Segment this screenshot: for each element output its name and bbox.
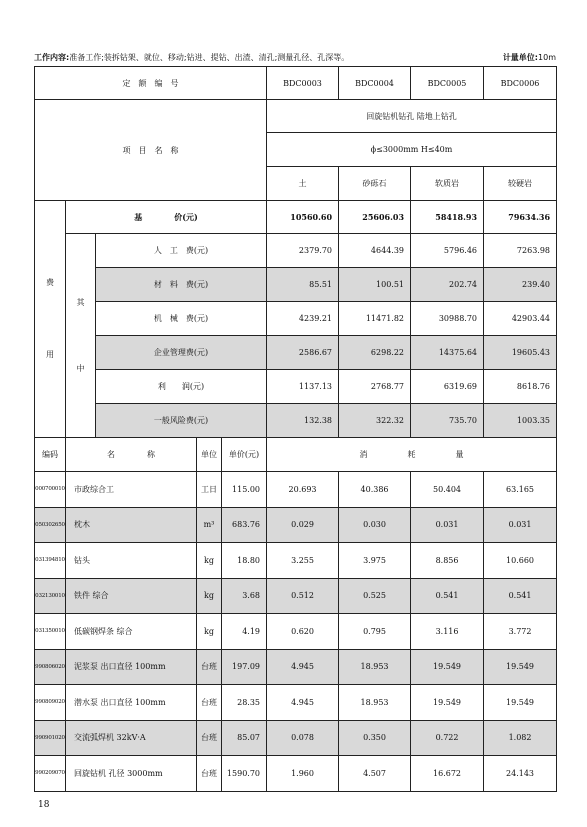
resource-consumption: 63.165 xyxy=(484,472,557,508)
resource-name: 市政综合工 xyxy=(66,472,197,508)
cost-label: 材 料 费(元) xyxy=(96,268,267,302)
cost-value: 8618.76 xyxy=(484,370,557,404)
cost-value: 4239.21 xyxy=(267,302,339,336)
soil-type: 软质岩 xyxy=(411,167,484,201)
resource-consumption: 0.722 xyxy=(411,720,484,756)
resource-name-header: 名 称 xyxy=(66,438,197,472)
resource-unit: kg xyxy=(197,543,222,579)
cost-label: 企业管理费(元) xyxy=(96,336,267,370)
base-price-row xyxy=(35,201,557,234)
resource-name: 铁件 综合 xyxy=(66,578,197,614)
cost-row xyxy=(35,268,557,302)
resource-unit: 台班 xyxy=(197,685,222,721)
resource-price: 115.00 xyxy=(222,472,267,508)
resource-name: 枕木 xyxy=(66,507,197,543)
fee-label-bottom: 用 xyxy=(46,350,54,359)
resource-unit: 台班 xyxy=(197,756,222,792)
cost-value: 322.32 xyxy=(339,404,411,438)
resource-consumption: 0.541 xyxy=(411,578,484,614)
resource-row xyxy=(35,720,557,756)
resource-unit: m³ xyxy=(197,507,222,543)
resource-unit: kg xyxy=(197,578,222,614)
work-content-text: 准备工作;装拆钻架、就位、移动;钻进、提钻、出渣、清孔;测量孔径、孔深等。 xyxy=(69,53,350,62)
resource-code-header: 编码 xyxy=(35,438,66,472)
measure-unit-value: 10m xyxy=(538,53,556,62)
resource-consumption: 0.512 xyxy=(267,578,339,614)
resource-price: 1590.70 xyxy=(222,756,267,792)
cost-label: 机 械 费(元) xyxy=(96,302,267,336)
cost-row xyxy=(35,302,557,336)
resource-price: 3.68 xyxy=(222,578,267,614)
resource-row xyxy=(35,507,557,543)
resource-row xyxy=(35,649,557,685)
work-content xyxy=(34,52,349,63)
base-price-label: 基 价(元) xyxy=(66,201,267,234)
cost-value: 239.40 xyxy=(484,268,557,302)
of-which-label xyxy=(66,234,96,438)
base-price-value: 25606.03 xyxy=(339,201,411,234)
resource-consumption: 1.082 xyxy=(484,720,557,756)
resource-row xyxy=(35,472,557,508)
resource-consumption: 0.030 xyxy=(339,507,411,543)
resource-consumption: 19.549 xyxy=(411,685,484,721)
cost-value: 11471.82 xyxy=(339,302,411,336)
of-which-bottom: 中 xyxy=(76,363,85,373)
resource-unit: 台班 xyxy=(197,649,222,685)
resource-unit: 台班 xyxy=(197,720,222,756)
base-price-value: 79634.36 xyxy=(484,201,557,234)
resource-code: 031350010 xyxy=(35,614,66,650)
cost-label: 一般风险费(元) xyxy=(96,404,267,438)
cost-value: 2586.67 xyxy=(267,336,339,370)
resource-price: 28.35 xyxy=(222,685,267,721)
resource-unit-header: 单位 xyxy=(197,438,222,472)
cost-row xyxy=(35,370,557,404)
resource-consumption: 16.672 xyxy=(411,756,484,792)
resource-row xyxy=(35,685,557,721)
resource-consumption: 40.386 xyxy=(339,472,411,508)
resource-code: 050302650 xyxy=(35,507,66,543)
cost-value: 132.38 xyxy=(267,404,339,438)
resource-row xyxy=(35,543,557,579)
resource-consumption: 0.031 xyxy=(411,507,484,543)
resource-header-row xyxy=(35,438,557,472)
resource-row xyxy=(35,756,557,792)
cost-value: 6319.69 xyxy=(411,370,484,404)
resource-consumption: 0.525 xyxy=(339,578,411,614)
item-title: 回旋钻机钻孔 陆地上钻孔 xyxy=(267,100,557,133)
resource-consumption: 19.549 xyxy=(484,649,557,685)
resource-consumption: 3.255 xyxy=(267,543,339,579)
resource-code: 031394810 xyxy=(35,543,66,579)
item-spec: ϕ≤3000mm H≤40m xyxy=(267,133,557,167)
fee-label-top: 费 xyxy=(46,278,54,287)
page-number: 18 xyxy=(38,800,50,810)
quota-code: BDC0005 xyxy=(411,67,484,100)
resource-consumption: 0.031 xyxy=(484,507,557,543)
resource-consumption: 4.507 xyxy=(339,756,411,792)
resource-code: 032130010 xyxy=(35,578,66,614)
resource-code: 990901020 xyxy=(35,720,66,756)
resource-row xyxy=(35,614,557,650)
resource-unit: 工日 xyxy=(197,472,222,508)
resource-consumption: 3.975 xyxy=(339,543,411,579)
resource-consumption: 0.620 xyxy=(267,614,339,650)
resource-consumption: 19.549 xyxy=(484,685,557,721)
base-price-value: 58418.93 xyxy=(411,201,484,234)
resource-price: 683.76 xyxy=(222,507,267,543)
quota-code-row xyxy=(35,67,557,100)
resource-consumption: 1.960 xyxy=(267,756,339,792)
resource-price: 4.19 xyxy=(222,614,267,650)
resource-code: 990209070 xyxy=(35,756,66,792)
soil-type: 土 xyxy=(267,167,339,201)
resource-code: 990809020 xyxy=(35,685,66,721)
cost-label: 利 润(元) xyxy=(96,370,267,404)
soil-type: 较硬岩 xyxy=(484,167,557,201)
resource-price: 18.80 xyxy=(222,543,267,579)
cost-value: 42903.44 xyxy=(484,302,557,336)
cost-value: 30988.70 xyxy=(411,302,484,336)
cost-row xyxy=(35,404,557,438)
quota-code: BDC0006 xyxy=(484,67,557,100)
resource-name: 交流弧焊机 32kV·A xyxy=(66,720,197,756)
resource-consumption: 4.945 xyxy=(267,685,339,721)
item-title-row xyxy=(35,100,557,133)
cost-value: 19605.43 xyxy=(484,336,557,370)
quota-table xyxy=(34,66,557,792)
cost-value: 1003.35 xyxy=(484,404,557,438)
quota-code: BDC0004 xyxy=(339,67,411,100)
resource-code: 000700010 xyxy=(35,472,66,508)
cost-value: 2379.70 xyxy=(267,234,339,268)
cost-value: 2768.77 xyxy=(339,370,411,404)
work-content-label: 工作内容: xyxy=(34,53,70,62)
resource-consumption: 0.029 xyxy=(267,507,339,543)
cost-label: 人 工 费(元) xyxy=(96,234,267,268)
resource-price: 85.07 xyxy=(222,720,267,756)
resource-unit: kg xyxy=(197,614,222,650)
resource-price-header: 单价(元) xyxy=(222,438,267,472)
cost-value: 1137.13 xyxy=(267,370,339,404)
resource-consumption: 0.795 xyxy=(339,614,411,650)
resource-consumption: 0.078 xyxy=(267,720,339,756)
resource-name: 回旋钻机 孔径 3000mm xyxy=(66,756,197,792)
resource-code: 990806020 xyxy=(35,649,66,685)
resource-consumption: 4.945 xyxy=(267,649,339,685)
page-header xyxy=(34,52,556,66)
resource-consumption-header: 消 耗 量 xyxy=(267,438,557,472)
cost-value: 735.70 xyxy=(411,404,484,438)
resource-consumption: 0.541 xyxy=(484,578,557,614)
resource-name: 潜水泵 出口直径 100mm xyxy=(66,685,197,721)
of-which-top: 其 xyxy=(76,297,85,307)
soil-type: 砂砾石 xyxy=(339,167,411,201)
resource-consumption: 24.143 xyxy=(484,756,557,792)
resource-consumption: 19.549 xyxy=(411,649,484,685)
resource-price: 197.09 xyxy=(222,649,267,685)
measure-unit xyxy=(503,52,556,63)
cost-row xyxy=(35,234,557,268)
resource-consumption: 18.953 xyxy=(339,685,411,721)
cost-value: 14375.64 xyxy=(411,336,484,370)
resource-consumption: 18.953 xyxy=(339,649,411,685)
quota-label: 定 额 编 号 xyxy=(35,67,267,100)
resource-name: 低碳钢焊条 综合 xyxy=(66,614,197,650)
cost-row xyxy=(35,336,557,370)
resource-name: 钻头 xyxy=(66,543,197,579)
resource-consumption: 50.404 xyxy=(411,472,484,508)
cost-value: 5796.46 xyxy=(411,234,484,268)
measure-unit-label: 计量单位: xyxy=(502,53,539,62)
cost-value: 85.51 xyxy=(267,268,339,302)
cost-value: 6298.22 xyxy=(339,336,411,370)
resource-name: 泥浆泵 出口直径 100mm xyxy=(66,649,197,685)
cost-value: 4644.39 xyxy=(339,234,411,268)
quota-code: BDC0003 xyxy=(267,67,339,100)
resource-consumption: 8.856 xyxy=(411,543,484,579)
cost-value: 7263.98 xyxy=(484,234,557,268)
resource-consumption: 20.693 xyxy=(267,472,339,508)
item-label: 项 目 名 称 xyxy=(35,100,267,201)
fee-label xyxy=(35,201,66,438)
resource-consumption: 3.116 xyxy=(411,614,484,650)
cost-value: 202.74 xyxy=(411,268,484,302)
cost-value: 100.51 xyxy=(339,268,411,302)
resource-consumption: 10.660 xyxy=(484,543,557,579)
resource-consumption: 3.772 xyxy=(484,614,557,650)
resource-row xyxy=(35,578,557,614)
resource-consumption: 0.350 xyxy=(339,720,411,756)
base-price-value: 10560.60 xyxy=(267,201,339,234)
